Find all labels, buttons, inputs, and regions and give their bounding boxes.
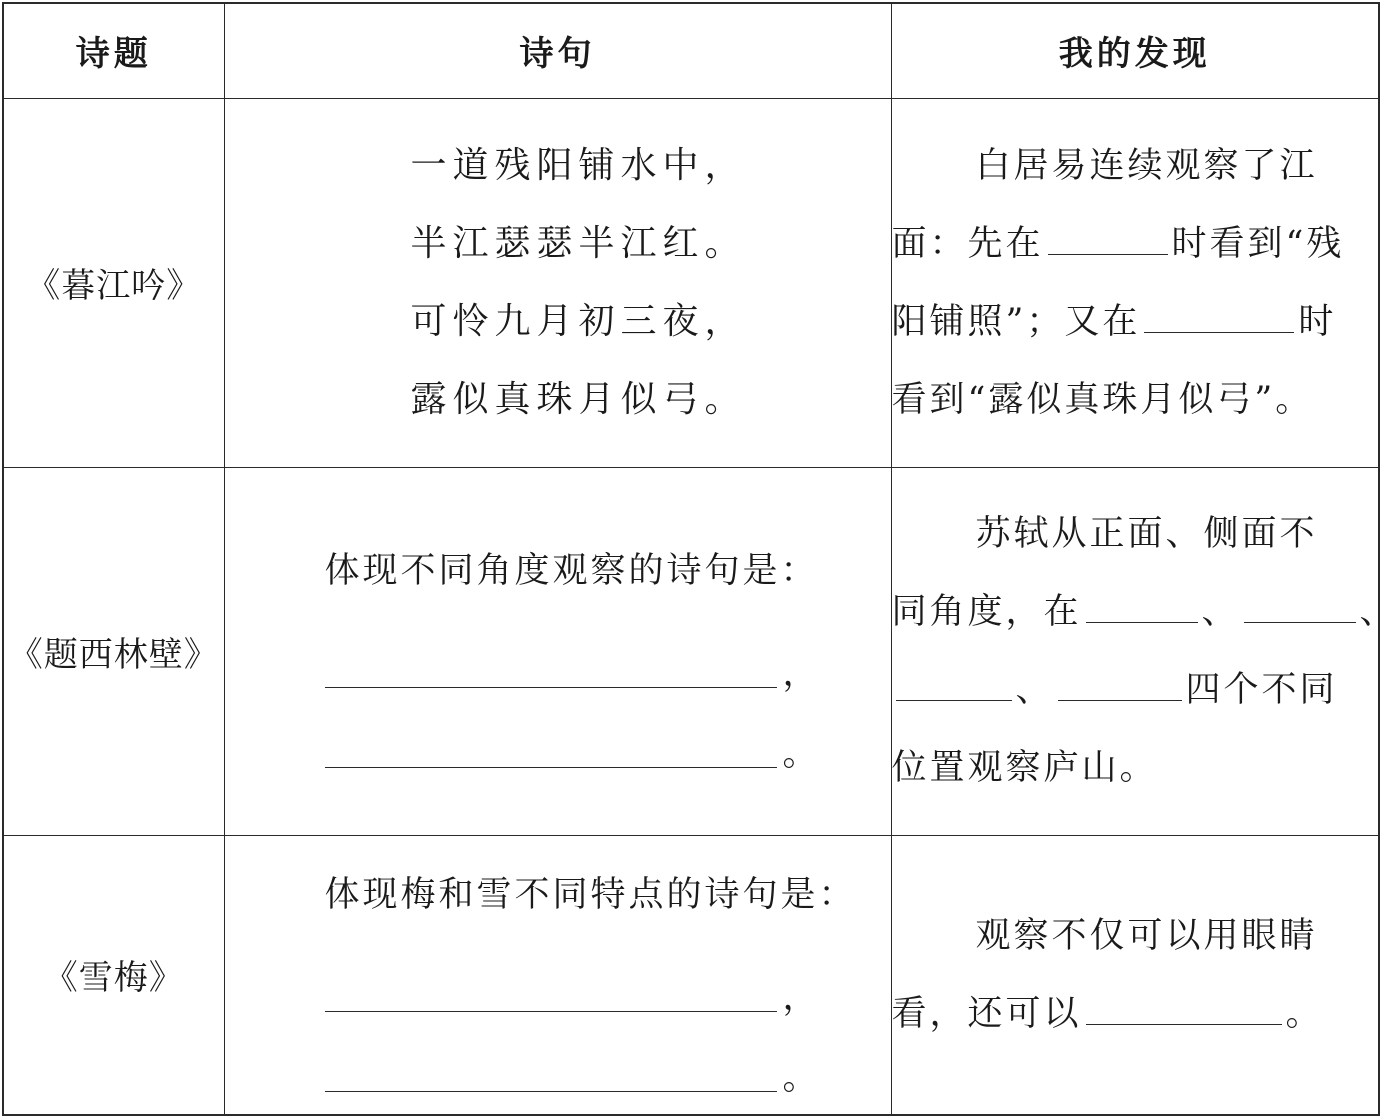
finding-line <box>892 205 1379 283</box>
answer-blank[interactable] <box>325 739 777 768</box>
punctuation: 。 <box>782 734 818 774</box>
finding-text: 看到“露似真珠月似弓”。 <box>891 379 1314 420</box>
table-row <box>4 98 1378 467</box>
poem-verse-cell <box>224 467 891 835</box>
answer-line <box>325 932 885 1018</box>
poem-verse-cell <box>224 835 891 1114</box>
answer-blank[interactable] <box>325 659 777 688</box>
finding-text: 四个不同 <box>1185 670 1338 710</box>
finding-line <box>891 573 1398 651</box>
finding-text: 位置观察庐山。 <box>891 748 1158 788</box>
finding-cell <box>891 467 1398 835</box>
answer-blank[interactable] <box>1058 670 1182 701</box>
poem-verse-cell <box>224 98 891 467</box>
finding-text: 。 <box>1285 993 1324 1034</box>
answer-line <box>325 608 885 694</box>
finding-line <box>892 975 1379 1053</box>
answer-blank[interactable] <box>896 670 1012 701</box>
worksheet-table-frame <box>2 2 1398 1116</box>
finding-cell <box>891 98 1378 467</box>
finding-text: 看，还可以 <box>891 993 1082 1034</box>
poem-title: 《暮江吟》 <box>4 98 224 467</box>
punctuation: ， <box>782 654 818 694</box>
finding-text: 观察不仅可以用眼睛 <box>975 915 1318 956</box>
finding-text: 苏轼从正面、侧面不 <box>975 514 1318 554</box>
finding-text: 阳铺照”；又在 <box>891 301 1141 342</box>
question-prompt: 体现不同角度观察的诗句是： <box>324 551 819 591</box>
table-row <box>4 467 1378 835</box>
poem-line: 露似真珠月似弓。 <box>410 378 747 420</box>
answer-blank[interactable] <box>1086 592 1198 623</box>
answer-blank[interactable] <box>1086 994 1282 1025</box>
poem-line: 可怜九月初三夜， <box>410 300 747 342</box>
finding-text: 时 <box>1298 301 1337 342</box>
table-header-row <box>4 4 1378 98</box>
separator: 、 <box>1201 592 1240 632</box>
answer-blank[interactable] <box>325 983 777 1012</box>
poem-title: 《题西林壁》 <box>4 467 224 835</box>
header-finding: 我的发现 <box>891 4 1378 98</box>
finding-cell <box>891 835 1378 1114</box>
answer-blank[interactable] <box>1144 302 1294 333</box>
poem-line: 一道残阳铺水中， <box>410 144 747 186</box>
answer-line <box>325 1012 885 1098</box>
answer-blank[interactable] <box>325 1063 777 1092</box>
finding-text: 时看到“残 <box>1171 223 1345 264</box>
answer-blank[interactable] <box>1048 224 1168 255</box>
poem-title: 《雪梅》 <box>4 835 224 1114</box>
finding-line <box>892 283 1379 361</box>
answer-blank[interactable] <box>1244 592 1356 623</box>
separator: 、 <box>1359 592 1398 632</box>
finding-line <box>892 651 1379 729</box>
finding-text: 白居易连续观察了江 <box>975 145 1318 186</box>
poem-observation-table <box>4 4 1398 1114</box>
header-title: 诗题 <box>4 4 224 98</box>
question-prompt: 体现梅和雪不同特点的诗句是： <box>324 874 857 915</box>
separator: 、 <box>1015 670 1054 710</box>
punctuation: ， <box>782 977 818 1018</box>
table-row <box>4 835 1378 1114</box>
poem-line: 半江瑟瑟半江红。 <box>410 222 747 264</box>
punctuation: 。 <box>782 1057 818 1098</box>
finding-text: 面：先在 <box>891 223 1044 264</box>
header-verse: 诗句 <box>224 4 891 98</box>
finding-text: 同角度，在 <box>891 592 1082 632</box>
answer-line <box>325 688 885 774</box>
